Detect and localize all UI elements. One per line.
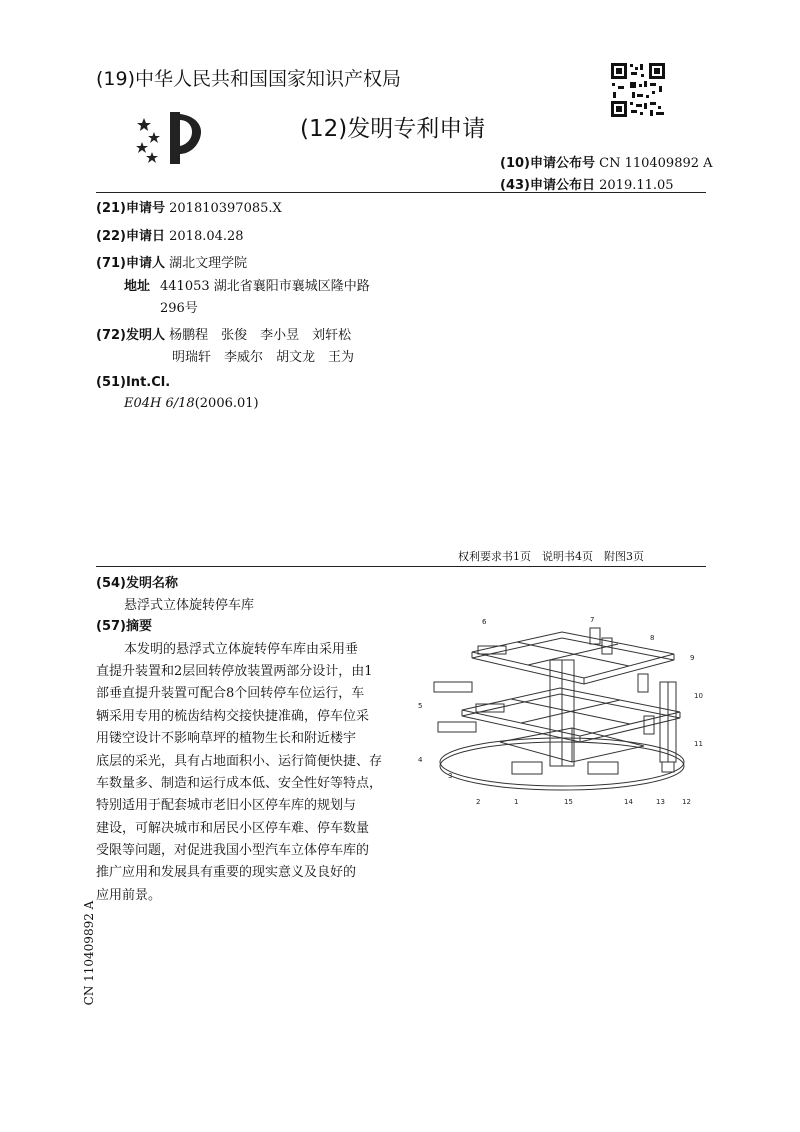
abstract-line: 底层的采光，具有占地面积小、运行简便快捷、存: [96, 754, 383, 769]
abstract-figure: [412, 612, 712, 812]
inventors-line-1: 杨鹏程 张俊 李小昱 刘轩松: [169, 328, 352, 343]
publication-date-label: (43)申请公布日: [500, 178, 595, 193]
invention-title: 悬浮式立体旋转停车库: [124, 598, 255, 613]
figure-label: 9: [690, 654, 695, 662]
abstract-line: 建设，可解决城市和居民小区停车难、停车数量: [96, 821, 370, 836]
abstract-line: 用镂空设计不影响草坪的植物生长和附近楼宇: [96, 731, 357, 746]
address-line-1: 441053 湖北省襄阳市襄城区隆中路: [160, 279, 370, 294]
authority-heading: (19)中华人民共和国国家知识产权局: [96, 68, 402, 90]
figure-label: 1: [514, 798, 519, 806]
publication-number-row: [500, 152, 713, 171]
address-label: 地址: [124, 279, 151, 294]
page-counts: 权利要求书1页 说明书4页 附图3页: [458, 550, 644, 563]
ipc-code: E04H 6/18: [124, 396, 195, 411]
inventors-line-2: 明瑞轩 李威尔 胡文龙 王为: [172, 350, 355, 365]
applicant-row: [96, 252, 247, 271]
figure-label: 8: [650, 634, 655, 642]
figure-label: 4: [418, 756, 423, 764]
qr-code: [610, 62, 666, 118]
figure-label: 6: [482, 618, 487, 626]
abstract-line: 推广应用和发展具有重要的现实意义及良好的: [96, 865, 357, 880]
publication-date-row: [500, 174, 674, 193]
application-date-value: 2018.04.28: [169, 229, 244, 244]
figure-label: 10: [694, 692, 703, 700]
publication-number-label: (10)申请公布号: [500, 156, 595, 171]
publication-date-value: 2019.11.05: [599, 178, 674, 193]
application-number-value: 201810397085.X: [169, 201, 282, 216]
abstract-line: 部垂直提升装置可配合8个回转停车位运行，车: [96, 686, 365, 701]
abstract-line: 特别适用于配套城市老旧小区停车库的规划与: [96, 798, 357, 813]
figure-label: 13: [656, 798, 665, 806]
abstract-line: 车数量多、制造和运行成本低、安全性好等特点，: [96, 776, 383, 791]
application-number-label: (21)申请号: [96, 201, 165, 216]
invention-title-label: (54)发明名称: [96, 576, 178, 591]
abstract-line: 应用前景。: [96, 888, 162, 903]
figure-label: 12: [682, 798, 691, 806]
abstract-line: 直提升装置和2层回转停放装置两部分设计，由1: [96, 664, 373, 679]
applicant-value: 湖北文理学院: [169, 256, 248, 271]
figure-label: 7: [590, 616, 595, 624]
ipc-version: (2006.01): [194, 396, 259, 411]
header-divider: [96, 192, 706, 193]
figure-label: 14: [624, 798, 633, 806]
publication-number-value: CN 110409892 A: [599, 156, 713, 171]
abstract-line: 辆采用专用的梳齿结构交接快捷准确，停车位采: [96, 709, 370, 724]
application-date-label: (22)申请日: [96, 229, 165, 244]
inventors-label: (72)发明人: [96, 328, 165, 343]
side-publication-number: CN 110409892 A: [82, 900, 96, 1006]
applicant-label: (71)申请人: [96, 256, 165, 271]
application-number-row: [96, 197, 282, 216]
figure-label: 5: [418, 702, 423, 710]
inventors-row: [96, 324, 351, 343]
page-counts-divider: [96, 566, 706, 567]
figure-label: 15: [564, 798, 573, 806]
ipc-label: (51)Int.Cl.: [96, 375, 171, 390]
abstract-label: (57)摘要: [96, 619, 152, 634]
address-line-2: 296号: [160, 301, 198, 316]
figure-label: 3: [448, 772, 453, 780]
ipc-classification: [124, 396, 259, 411]
figure-label: 11: [694, 740, 703, 748]
abstract-line: 受限等问题，对促进我国小型汽车立体停车库的: [96, 843, 370, 858]
figure-label: 2: [476, 798, 481, 806]
cnipa-logo: [130, 108, 210, 168]
application-date-row: [96, 225, 244, 244]
document-type: (12)发明专利申请: [300, 116, 486, 142]
abstract-line: 本发明的悬浮式立体旋转停车库由采用垂: [124, 642, 359, 657]
